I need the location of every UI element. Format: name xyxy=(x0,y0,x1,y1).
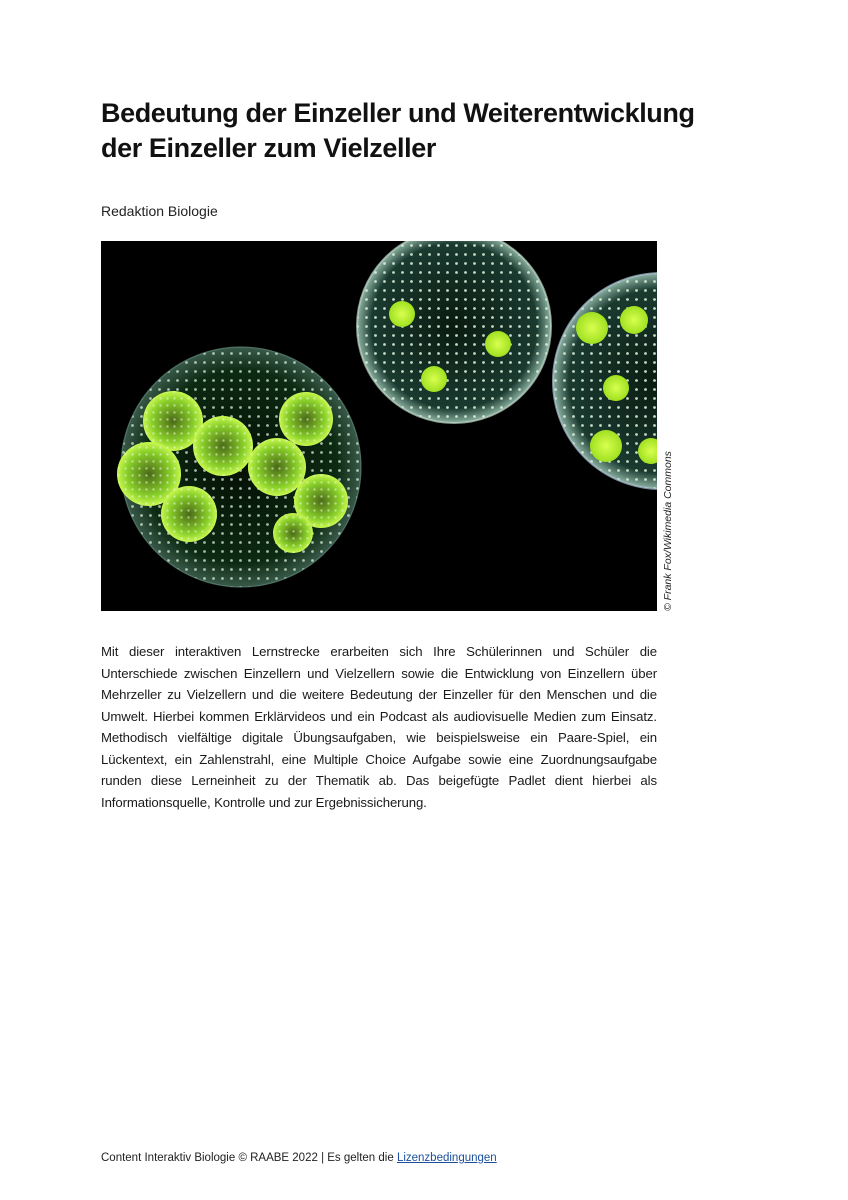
license-link[interactable]: Lizenzbedingungen xyxy=(396,1152,497,1164)
intro-paragraph: Mit dieser interaktiven Lernstrecke erarbeiten sich Ihre Schülerinnen und Schüler die Unterschiede zwischen Einzellern und Vielzellern sowie die Entwicklung von Einzellern über Mehrzeller zu Vielzellern und die weitere Bedeutung der Einzeller für den Menschen und die Umwelt. Hierbei kommen Erklärvideos und ein Podcast als audiovisuelle Medien zum Einsatz. Methodisch vielfältige digitale Übungsaufgaben, wie beispielsweise ein Paare-Spiel, ein Lückentext, ein Zahlenstrahl, eine Multiple Choice Aufgabe sowie eine Zuordnungsaufgabe runden diese Lerneinheit zu der Thematik ab. Das beigefügte Padlet dient hierbei als Informationsquelle, Kontrolle und zur Ergebnissicherung. xyxy=(101,644,657,810)
footer xyxy=(101,1152,497,1164)
title-line-1: Bedeutung der Einzeller und Weiterentwicklung xyxy=(101,98,695,128)
volvox-illustration xyxy=(101,241,657,611)
title-line-2: der Einzeller zum Vielzeller xyxy=(101,133,436,163)
footer-text: Content Interaktiv Biologie © RAABE 2022 | Es gelten die xyxy=(101,1152,397,1164)
author: Redaktion Biologie xyxy=(101,203,218,219)
volvox-photo xyxy=(101,241,657,611)
document-title xyxy=(101,96,701,166)
image-credit: © Frank Fox/Wikimedia Commons xyxy=(662,451,674,611)
